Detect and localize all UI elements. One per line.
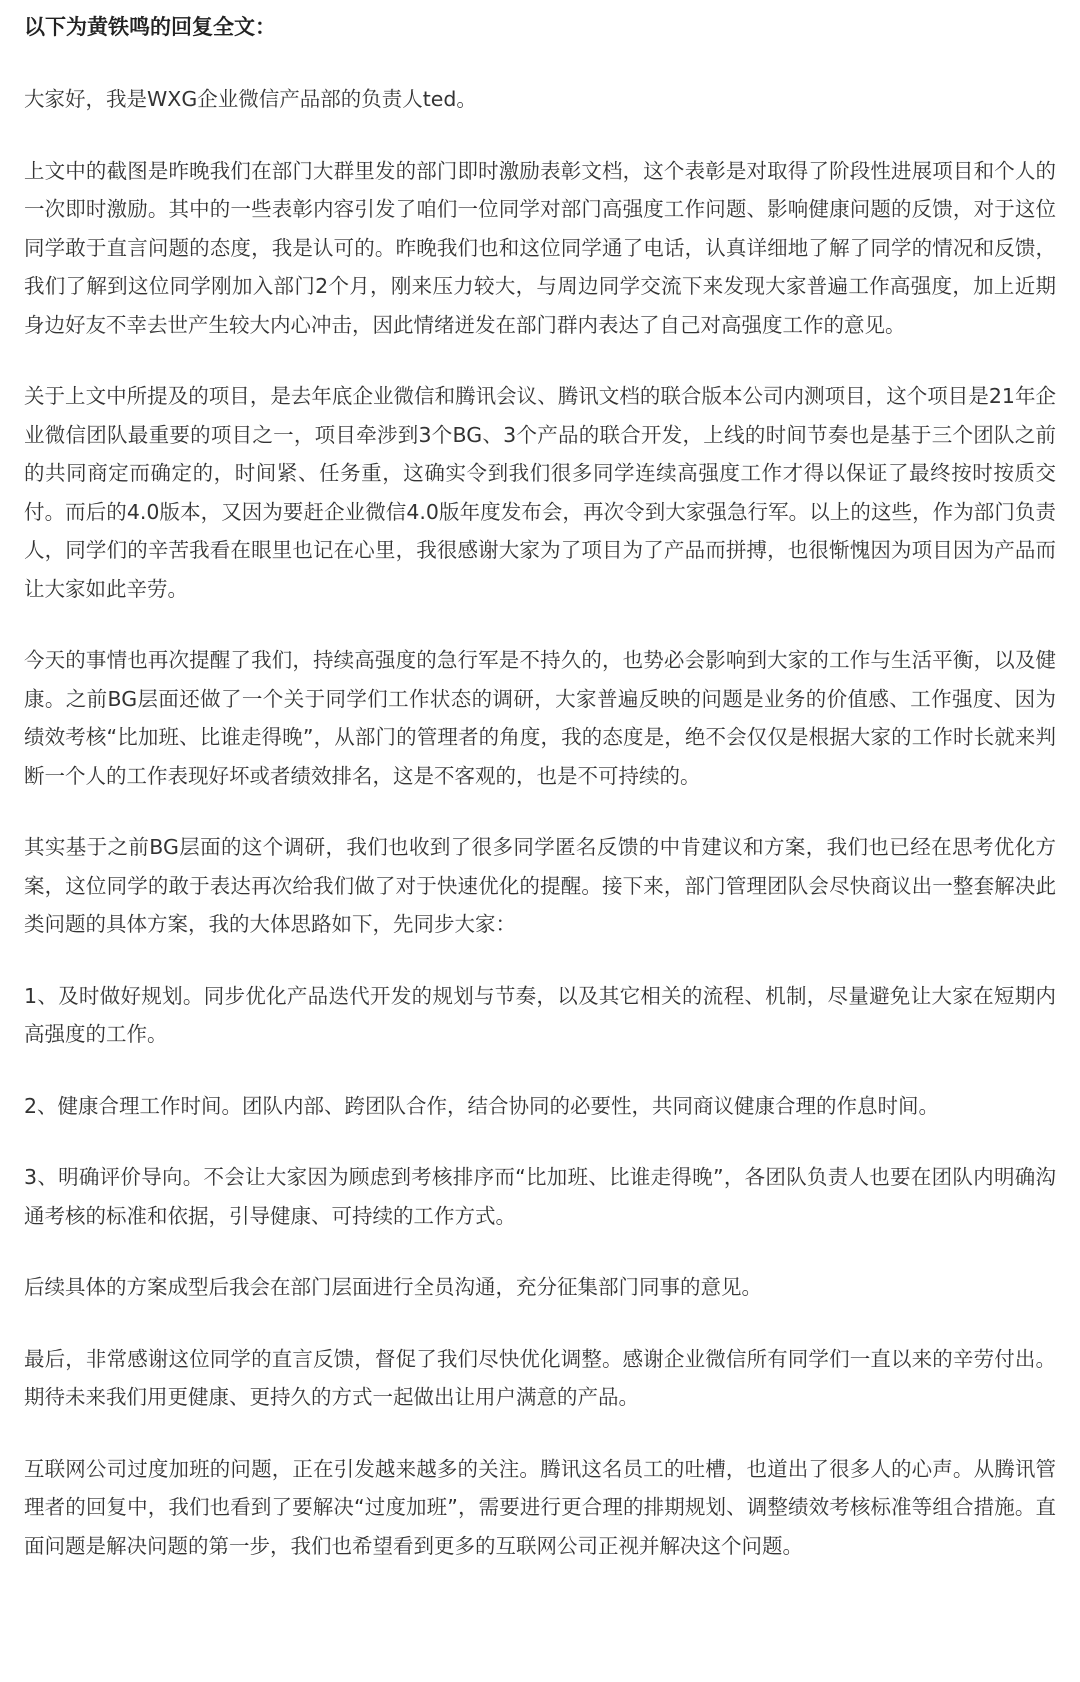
paragraph-greeting: 大家好，我是WXG企业微信产品部的负责人ted。 <box>24 87 477 111</box>
paragraph-follow-up: 后续具体的方案成型后我会在部门层面进行全员沟通，充分征集部门同事的意见。 <box>24 1275 762 1299</box>
paragraph-project: 关于上文中所提及的项目，是去年底企业微信和腾讯会议、腾讯文档的联合版本公司内测项目，这个项目是21年企业微信团队最重要的项目之一，项目牵涉到3个BG、3个产品的联合开发，上线的时间节奏也是基于三个团队之前的共同商定而确定的，时间紧、任务重，这确实令到我们很多同学连续高强度工作才得以保证了最终按时按质交付。而后的4.0版本，又因为要赶企业微信4.0版年度发布会，再次令到大家强急行军。以上的这些，作为部门负责人，同学们的辛苦我看在眼里也记在心里，我很感谢大家为了项目为了产品而拼搏，也很惭愧因为项目因为产品而让大家如此辛劳。 <box>24 384 1056 601</box>
paragraph-plan-item-3: 3、明确评价导向。不会让大家因为顾虑到考核排序而“比加班、比谁走得晚”，各团队负责人也要在团队内明确沟通考核的标准和依据，引导健康、可持续的工作方式。 <box>24 1165 1056 1228</box>
paragraph-reflection: 今天的事情也再次提醒了我们，持续高强度的急行军是不持久的，也势必会影响到大家的工作与生活平衡，以及健康。之前BG层面还做了一个关于同学们工作状态的调研，大家普遍反映的问题是业务的价值感、工作强度、因为绩效考核“比加班、比谁走得晚”，从部门的管理者的角度，我的态度是，绝不会仅仅是根据大家的工作时长就来判断一个人的工作表现好坏或者绩效排名，这是不客观的，也是不可持续的。 <box>24 648 1056 788</box>
article-heading: 以下为黄铁鸣的回复全文： <box>24 15 276 39</box>
paragraph-editor-comment: 互联网公司过度加班的问题，正在引发越来越多的关注。腾讯这名员工的吐槽，也道出了很多人的心声。从腾讯管理者的回复中，我们也看到了要解决“过度加班”，需要进行更合理的排期规划、调整绩效考核标准等组合措施。直面问题是解决问题的第一步，我们也希望看到更多的互联网公司正视并解决这个问题。 <box>24 1456 1056 1558</box>
paragraph-background: 上文中的截图是昨晚我们在部门大群里发的部门即时激励表彰文档，这个表彰是对取得了阶段性进展项目和个人的一次即时激励。其中的一些表彰内容引发了咱们一位同学对部门高强度工作问题、影响健康问题的反馈，对于这位同学敢于直言问题的态度，我是认可的。昨晚我们也和这位同学通了电话，认真详细地了解了同学的情况和反馈，我们了解到这位同学刚加入部门2个月，刚来压力较大，与周边同学交流下来发现大家普遍工作高强度，加上近期身边好友不幸去世产生较大内心冲击，因此情绪迸发在部门群内表达了自己对高强度工作的意见。 <box>24 158 1056 337</box>
paragraph-plan-intro: 其实基于之前BG层面的这个调研，我们也收到了很多同学匿名反馈的中肯建议和方案，我们也已经在思考优化方案，这位同学的敢于表达再次给我们做了对于快速优化的提醒。接下来，部门管理团队会尽快商议出一整套解决此类问题的具体方案，我的大体思路如下，先同步大家： <box>24 835 1056 936</box>
paragraph-plan-item-2: 2、健康合理工作时间。团队内部、跨团队合作，结合协同的必要性，共同商议健康合理的作息时间。 <box>24 1093 940 1118</box>
paragraph-closing: 最后，非常感谢这位同学的直言反馈，督促了我们尽快优化调整。感谢企业微信所有同学们一直以来的辛劳付出。期待未来我们用更健康、更持久的方式一起做出让用户满意的产品。 <box>24 1346 1056 1409</box>
paragraph-plan-item-1: 1、及时做好规划。同步优化产品迭代开发的规划与节奏，以及其它相关的流程、机制，尽量避免让大家在短期内高强度的工作。 <box>24 983 1056 1046</box>
